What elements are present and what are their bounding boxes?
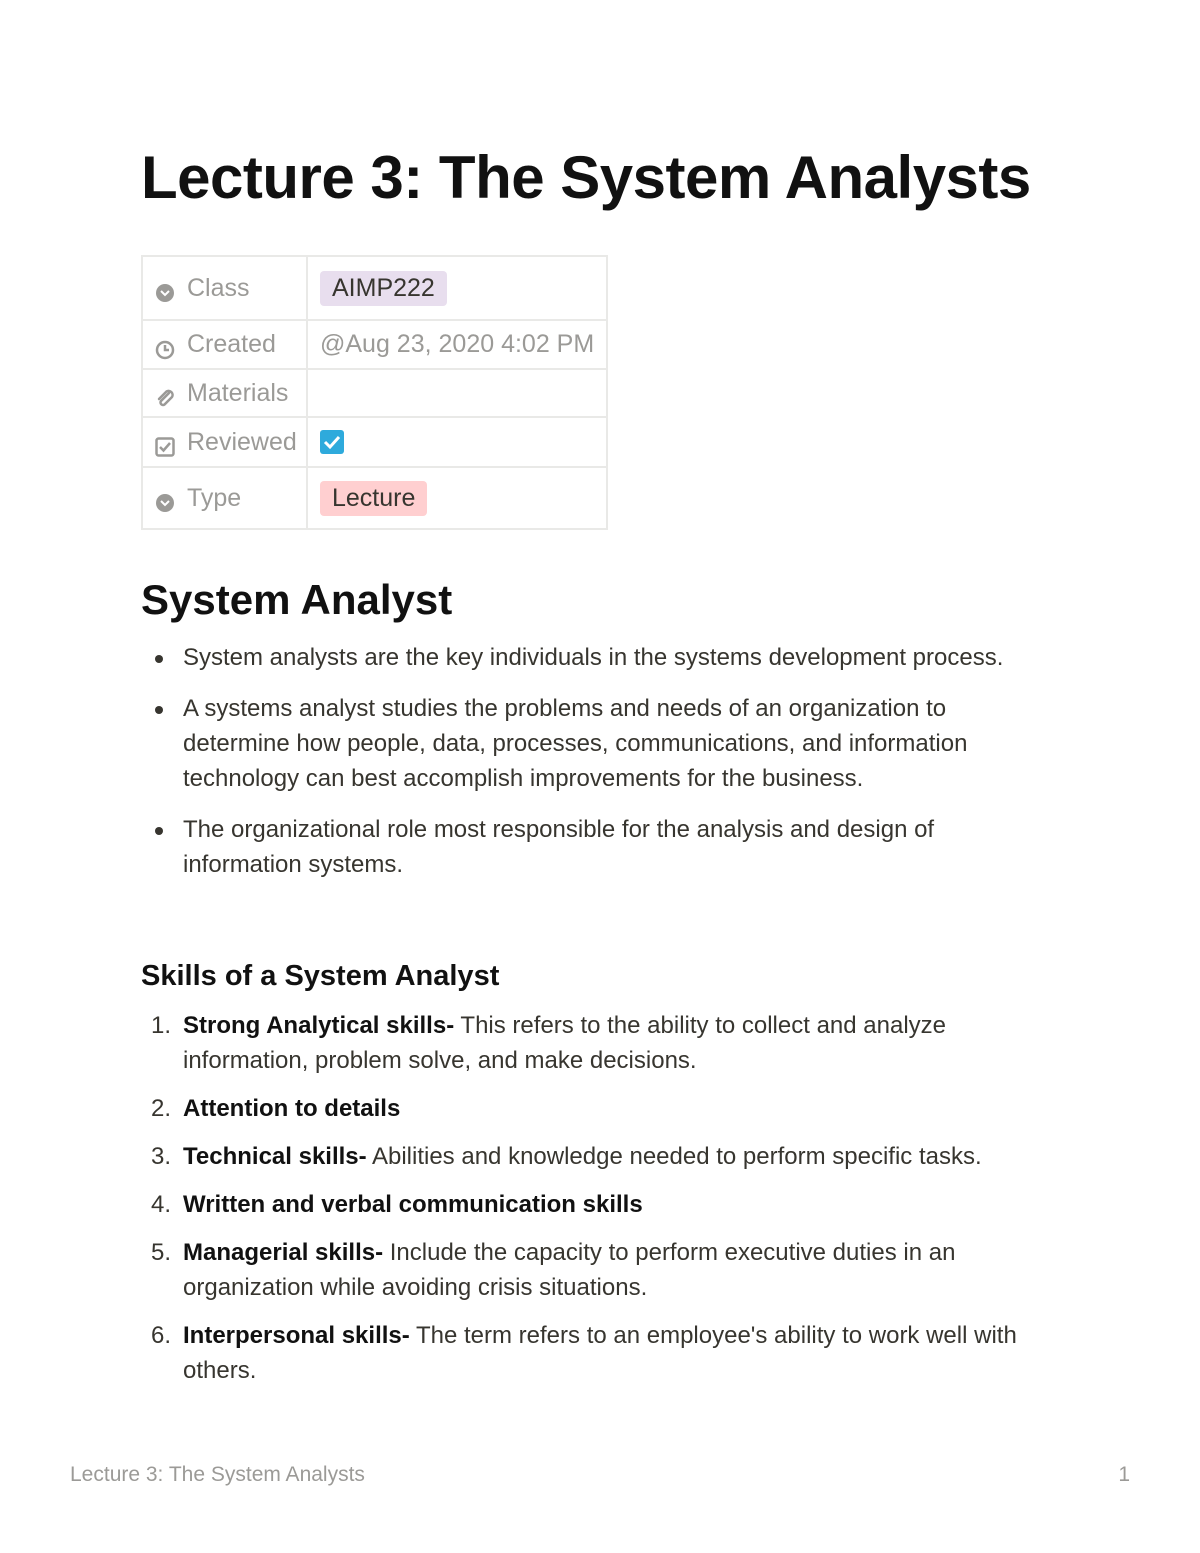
- page-number: 1: [1118, 1463, 1130, 1486]
- list-item: 2. Attention to details: [151, 1095, 401, 1122]
- property-value-materials-cell[interactable]: [307, 369, 607, 417]
- list-item: 4. Written and verbal communication skills: [151, 1191, 643, 1218]
- select-property-icon: [155, 491, 175, 511]
- section-heading-system-analyst: System Analyst: [141, 576, 453, 623]
- property-label-created: Created: [187, 330, 276, 358]
- list-item: The organizational role most responsible for the analysis and design of information systems.: [141, 812, 1056, 882]
- list-item: 1. Strong Analytical skills- This refers to the ability to collect and analyze information, problem solve, and make decisions.: [151, 1012, 946, 1074]
- list-item: 6. Interpersonal skills- The term refers to an employee's ability to work well with others.: [151, 1322, 1017, 1384]
- skill-description: Abilities and knowledge needed to perform specific tasks.: [366, 1143, 982, 1170]
- page-title: Lecture 3: The System Analysts: [141, 144, 1031, 211]
- skill-title: Attention to details: [183, 1095, 401, 1122]
- properties-table: [141, 255, 608, 530]
- skill-title: Technical skills-: [183, 1143, 367, 1170]
- select-property-icon: [155, 281, 175, 301]
- skills-list: [141, 1008, 1056, 1401]
- list-item: 3. Technical skills- Abilities and knowledge needed to perform specific tasks.: [151, 1143, 982, 1170]
- clock-icon: [155, 338, 175, 358]
- property-label-reviewed: Reviewed: [187, 427, 297, 456]
- property-value-class-cell[interactable]: [307, 256, 607, 320]
- checkbox-property-icon: [155, 435, 175, 455]
- property-label-materials: Materials: [187, 378, 289, 407]
- skill-title: Strong Analytical skills-: [183, 1012, 455, 1039]
- property-row-type: [142, 467, 607, 529]
- property-value-created-cell: [307, 320, 607, 369]
- skill-description: Include the capacity to perform executive duties in an organization while avoiding crisis situations.: [183, 1239, 956, 1301]
- list-item: System analysts are the key individuals in the systems development process.: [141, 640, 1056, 675]
- list-item: 5. Managerial skills- Include the capacity to perform executive duties in an organization while avoiding crisis situations.: [151, 1239, 956, 1301]
- created-date: @Aug 23, 2020 4:02 PM: [320, 330, 595, 358]
- reviewed-checkbox[interactable]: [320, 430, 344, 454]
- property-row-materials: [142, 369, 607, 417]
- property-label-type: Type: [187, 483, 242, 512]
- section-heading-skills: Skills of a System Analyst: [141, 960, 500, 992]
- property-value-reviewed-cell: [307, 417, 607, 467]
- footer-title: Lecture 3: The System Analysts: [70, 1463, 365, 1486]
- skill-title: Written and verbal communication skills: [183, 1191, 643, 1218]
- property-row-reviewed: [142, 417, 607, 467]
- paperclip-icon: [155, 386, 175, 406]
- property-row-class: [142, 256, 607, 320]
- skill-title: Managerial skills-: [183, 1239, 384, 1266]
- skill-description: The term refers to an employee's ability to work well with others.: [183, 1322, 1017, 1384]
- property-label-class: Class: [187, 273, 250, 302]
- class-tag[interactable]: AIMP222: [320, 271, 447, 306]
- list-item: A systems analyst studies the problems and needs of an organization to determine how people, data, processes, communications, and information technology can best accomplish improvements for the business.: [141, 691, 1056, 796]
- skill-description: This refers to the ability to collect and analyze information, problem solve, and make decisions.: [183, 1012, 946, 1074]
- property-row-created: [142, 320, 607, 369]
- property-value-type-cell[interactable]: [307, 467, 607, 529]
- system-analyst-bullets: [141, 640, 1056, 898]
- skill-title: Interpersonal skills-: [183, 1322, 410, 1349]
- type-tag[interactable]: Lecture: [320, 481, 427, 516]
